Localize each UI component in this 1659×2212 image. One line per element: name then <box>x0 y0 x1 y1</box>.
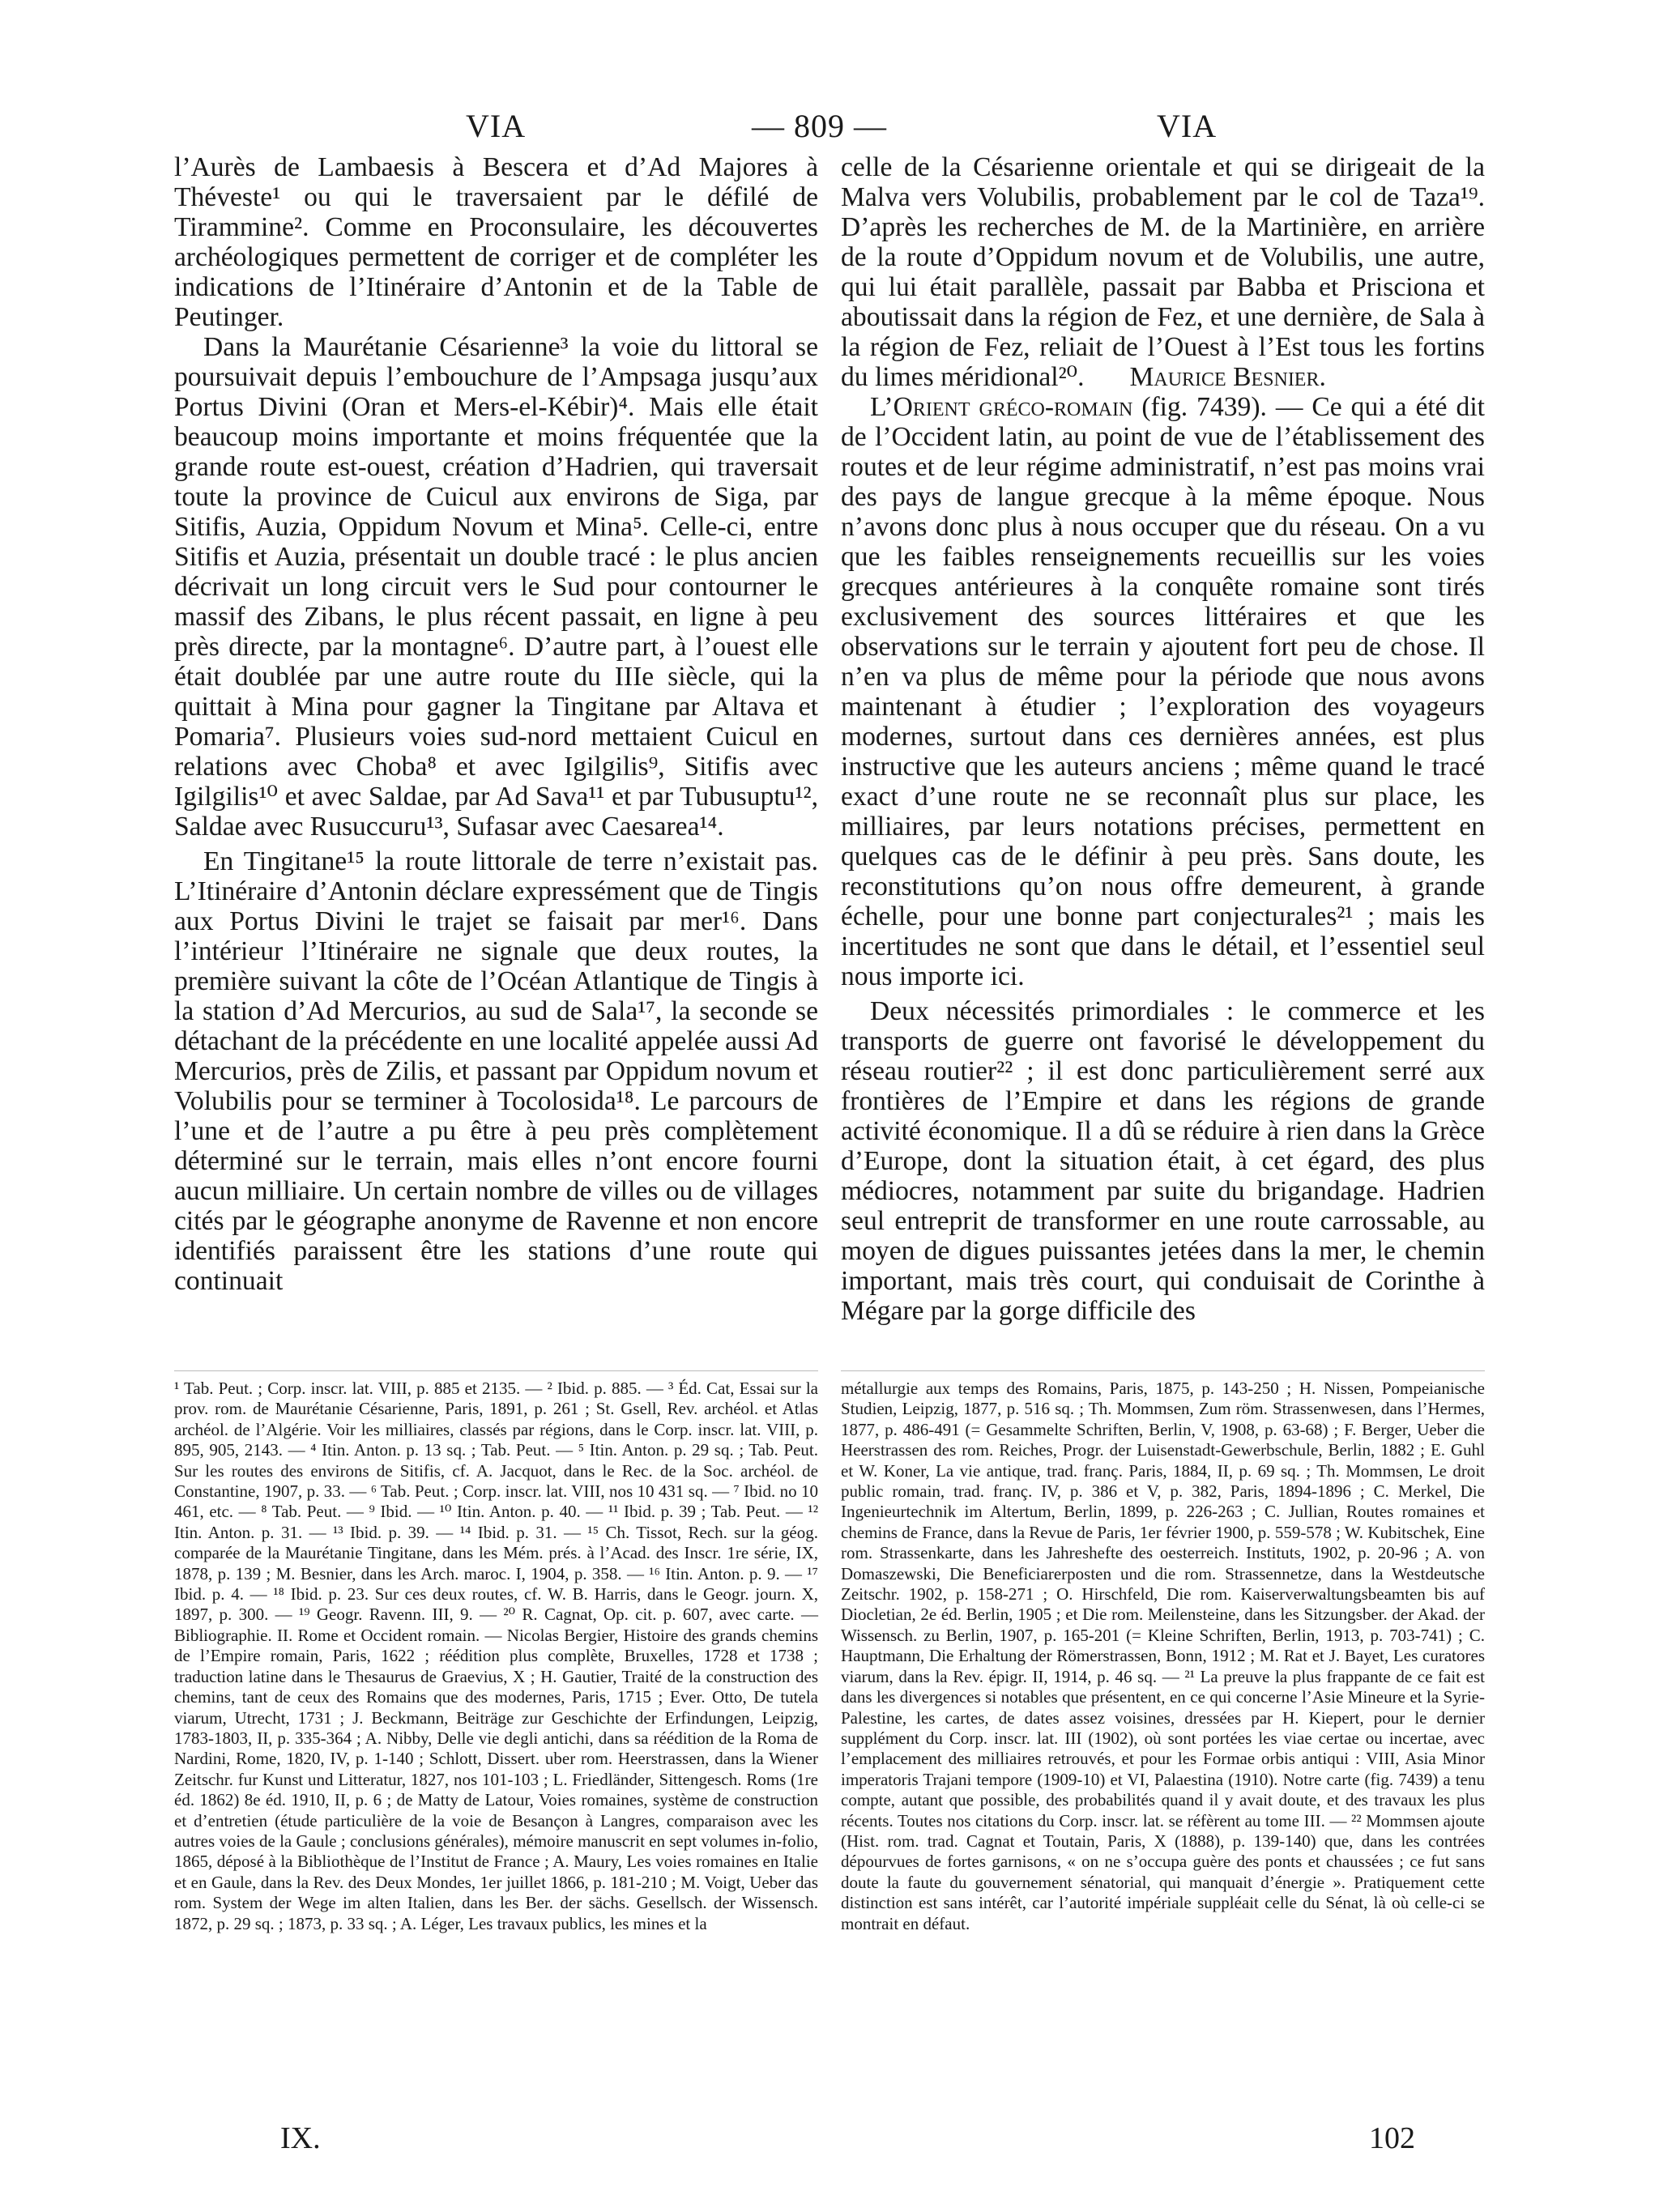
left-paragraph-3: En Tingitane¹⁵ la route littorale de terre n’existait pas. L’Itinéraire d’Antonin déclare expressément que de Tingis aux Portus Divini le trajet se faisait par mer¹⁶. Dans l’intérieur l’Itinéraire ne signale que deux routes, la première suivant la côte de l’Océan Atlantique de Tingis à la station d’Ad Mercurios, au sud de Sala¹⁷, la seconde se détachant de la précédente en une localité appelée aussi Ad Mercurios, près de Zilis, et passant par Oppidum novum et Volubilis pour se terminer à Tocolosida¹⁸. Le parcours de l’une et de l’autre a pu être à peu près complètement déterminé sur le terrain, mais elles n’ont encore fourni aucun milliaire. Un certain nombre de villes ou de villages cités par le géographe anonyme de Ravenne et non encore identifiés paraissent être les stations d’une route qui continuait <box>174 846 818 1296</box>
footnote-rule-left <box>174 1370 818 1371</box>
left-column-text <box>174 152 818 1296</box>
right-paragraph-1 <box>841 152 1485 392</box>
running-head-right: VIA <box>1157 108 1218 144</box>
right-footnotes-text: métallurgie aux temps des Romains, Paris, 1875, p. 143-250 ; H. Nissen, Pompeianische Studien, Leipzig, 1877, p. 516 sq. ; Th. Mommsen, Zum röm. Strassenwesen, dans l’Hermes, 1877, p. 486-491 (= Gesammelte Schriften, Berlin, V, 1908, p. 63-68) ; F. Berger, Ueber die Heerstrassen des rom. Reiches, Progr. der Luisenstadt-Gewerbschule, Berlin, 1882 ; E. Guhl et W. Koner, La vie antique, trad. franç. Paris, 1884, II, p. 69 sq. ; Th. Mommsen, Le droit public romain, trad. franç. IV, p. 386 et V, p. 382, Paris, 1894-1896 ; C. Merkel, Die Ingenieurtechnik im Altertum, Berlin, 1899, p. 226-263 ; C. Jullian, Routes romaines et chemins de France, dans la Revue de Paris, 1er février 1900, p. 559-578 ; W. Kubitschek, Eine rom. Strassenkarte, dans les Jahreshefte des oesterreich. Instituts, 1902, p. 20-96 ; A. von Domaszewski, Die Beneficiarerposten und die rom. Strassennetze, dans la Westdeutsche Zeitschr. 1902, p. 158-271 ; O. Hirschfeld, Die rom. Kaiserverwaltungsbeamten bis auf Diocletian, 2e éd. Berlin, 1905 ; et Die rom. Meilensteine, dans les Sitzungsber. der Akad. der Wissensch. zu Berlin, 1907, p. 165-201 (= Kleine Schriften, Berlin, 1913, p. 703-741) ; C. Hauptmann, Die Erhaltung der Römerstrassen, Bonn, 1912 ; M. Rat et J. Bayet, Les curatores viarum, dans la Rev. épigr. II, 1914, p. 46 sq. — ²¹ La preuve la plus frappante de ce fait est dans les divergences si notables que présentent, en ce qui concerne l’Asie Mineure et la Syrie-Palestine, les cartes, de dates assez voisines, dressées par H. Kiepert, pour le dernier supplément du Corp. inscr. lat. III (1902), où sont portées les viae certae ou incertae, avec l’emplacement des milliaires retrouvés, et pour les Formae orbis antiqui : VIII, Asia Minor imperatoris Trajani tempore (1909-10) et VI, Palaestina (1910). Notre carte (fig. 7439) a tenu compte, autant que possible, des probabilités quand il y avait doute, et des travaux les plus récents. Toutes nos citations du Corp. inscr. lat. se réfèrent au tome III. — ²² Mommsen ajoute (Hist. rom. trad. Cagnat et Toutain, Paris, X (1888), p. 139-140) que, dans les contrées dépourvues de fortes garnisons, « on ne s’occupa guère des ponts et chaussées ; ce fut sans doute la faute du gouvernement sénatorial, qui manquait d’énergie ». Pratiquement cette distinction est sans intérêt, car l’autorité impériale suppléait celle du Sénat, là où celle-ci se montrait en défaut. <box>841 1379 1485 1933</box>
footnote-rule-right <box>841 1370 1485 1371</box>
right-paragraph-2 <box>841 392 1485 991</box>
running-head-left: VIA <box>466 108 527 144</box>
left-footnotes <box>174 1379 818 1934</box>
right-column-text <box>841 152 1485 1326</box>
author-signature: Maurice Besnier. <box>1129 362 1326 392</box>
page-number: — 809 — <box>752 108 887 144</box>
right-paragraph-3: Deux nécessités primordiales : le commerce et les transports de guerre ont favorisé le développement du réseau routier²² ; il est donc particulièrement serré aux frontières de l’Empire et dans les régions de grande activité économique. Il a dû se réduire à rien dans la Grèce d’Europe, dont la situation était, à cet égard, des plus médiocres, notamment par suite du brigandage. Hadrien seul entreprit de transformer en une route carrossable, au moyen de digues puissantes jetées dans la mer, le chemin important, mais très court, qui conduisait de Corinthe à Mégare par la gorge difficile des <box>841 996 1485 1326</box>
section-heading: L’Orient gréco-romain <box>870 392 1133 422</box>
left-footnotes-text: ¹ Tab. Peut. ; Corp. inscr. lat. VIII, p. 885 et 2135. — ² Ibid. p. 885. — ³ Éd. Cat, Essai sur la prov. rom. de Maurétanie Césarienne, Paris, 1891, p. 261 ; St. Gsell, Rev. archéol. et Atlas archéol. de l’Algérie. Voir les milliaires, classés par régions, dans le Corp. inscr. lat. VIII, p. 895, 905, 2143. — ⁴ Itin. Anton. p. 13 sq. ; Tab. Peut. — ⁵ Itin. Anton. p. 29 sq. ; Tab. Peut. Sur les routes des environs de Sitifis, cf. A. Jacquot, dans le Rec. de la Soc. archéol. de Constantine, 1907, p. 33. — ⁶ Tab. Peut. ; Corp. inscr. lat. VIII, nos 10 431 sq. — ⁷ Ibid. no 10 461, etc. — ⁸ Tab. Peut. — ⁹ Ibid. — ¹⁰ Itin. Anton. p. 40. — ¹¹ Ibid. p. 39 ; Tab. Peut. — ¹² Itin. Anton. p. 31. — ¹³ Ibid. p. 39. — ¹⁴ Ibid. p. 31. — ¹⁵ Ch. Tissot, Rech. sur la géog. comparée de la Maurétanie Tingitane, dans les Mém. prés. à l’Acad. des Inscr. 1re série, IX, 1878, p. 139 ; M. Besnier, dans les Arch. maroc. I, 1904, p. 358. — ¹⁶ Itin. Anton. p. 9. — ¹⁷ Ibid. p. 4. — ¹⁸ Ibid. p. 23. Sur ces deux routes, cf. W. B. Harris, dans le Geogr. journ. X, 1897, p. 300. — ¹⁹ Geogr. Ravenn. III, 9. — ²⁰ R. Cagnat, Op. cit. p. 607, avec carte. — Bibliographie. II. Rome et Occident romain. — Nicolas Bergier, Histoire des grands chemins de l’Empire romain, Paris, 1622 ; réédition plus complète, Bruxelles, 1728 et 1738 ; traduction latine dans le Thesaurus de Graevius, X ; H. Gautier, Traité de la construction des chemins, tant de ceux des Romains que des modernes, Paris, 1715 ; Ever. Otto, De tutela viarum, Utrecht, 1731 ; J. Beckmann, Beiträge zur Geschichte der Erfindungen, Leipzig, 1783-1803, II, p. 335-364 ; A. Nibby, Delle vie degli antichi, dans sa réédition de la Roma de Nardini, Rome, 1820, IV, p. 1-140 ; Schlott, Dissert. uber rom. Heerstrassen, dans la Wiener Zeitschr. fur Kunst und Litteratur, 1827, nos 101-103 ; L. Friedländer, Sittengesch. Roms (1re éd. 1862) 8e éd. 1910, II, p. 6 ; de Matty de Latour, Voies romaines, système de construction et d’entretien (étude particulière de la voie de Besançon à Langres, comparaison avec les autres voies de la Gaule ; conclusions générales), mémoire manuscrit en sept volumes in-folio, 1865, déposé à la Bibliothèque de l’Institut de France ; A. Maury, Les voies romaines en Italie et en Gaule, dans la Rev. des Deux Mondes, 1er juillet 1866, p. 181-210 ; M. Voigt, Ueber das rom. System der Wege im alten Italien, dans les Ber. der sächs. Gesellsch. der Wissensch. 1872, p. 29 sq. ; 1873, p. 33 sq. ; A. Léger, Les travaux publics, les mines et la <box>174 1379 818 1933</box>
right-paragraph-1-text: celle de la Césarienne orientale et qui se dirigeait de la Malva vers Volubilis, probablement par le col de Taza¹⁹. D’après les recherches de M. de la Martinière, en arrière de la route d’Oppidum novum et de Volubilis, une autre, qui lui était parallèle, passait par Babba et Prisciona et aboutissait dans la région de Fez, et une dernière, de Sala à la région de Fez, reliait de l’Ouest à l’Est tous les fortins du limes méridional²⁰. <box>841 152 1485 392</box>
signature-number: 102 <box>1369 2121 1415 2155</box>
volume-number: IX. <box>280 2121 321 2155</box>
right-paragraph-2-text: (fig. 7439). — Ce qui a été dit de l’Occident latin, au point de vue de l’établissement des routes et de leur régime administratif, n’est pas moins vrai des pays de langue grecque à la même époque. Nous n’avons donc plus à nous occuper que du réseau. On a vu que les faibles renseignements recueillis sur les voies grecques antérieures à la conquête romaine sont tirés exclusivement des sources littéraires et que les observations sur le terrain y ajoutent fort peu de chose. Il n’en va plus de même pour la période que nous avons maintenant à étudier ; l’exploration des voyageurs modernes, surtout dans ces dernières années, est plus instructive que les auteurs anciens ; même quand le tracé exact d’une route ne se reconnaît plus sur place, les milliaires, par leurs notations précises, permettent en quelques cas de le définir à peu près. Sans doute, les reconstitutions qu’on nous offre demeurent, à grande échelle, pour une bonne part conjecturales²¹ ; mais les incertitudes ne sont que dans le détail, et l’essentiel seul nous importe ici. <box>841 392 1485 991</box>
left-paragraph-1: l’Aurès de Lambaesis à Bescera et d’Ad Majores à Théveste¹ ou qui le traversaient par le défilé de Tirammine². Comme en Proconsulaire, les découvertes archéologiques permettent de corriger et de compléter les indications de l’Itinéraire d’Antonin et de la Table de Peutinger. <box>174 152 818 332</box>
left-paragraph-2: Dans la Maurétanie Césarienne³ la voie du littoral se poursuivait depuis l’embouchure de l’Ampsaga jusqu’aux Portus Divini (Oran et Mers-el-Kébir)⁴. Mais elle était beaucoup moins importante et moins fréquentée que la grande route est-ouest, création d’Hadrien, qui traversait toute la province de Cuicul aux environs de Siga, par Sitifis, Auzia, Oppidum Novum et Mina⁵. Celle-ci, entre Sitifis et Auzia, présentait un double tracé : le plus ancien décrivait un long circuit vers le Sud pour contourner le massif des Zibans, le plus récent passait, en ligne à peu près directe, par la montagne⁶. D’autre part, à l’ouest elle était doublée par une autre route du IIIe siècle, qui la quittait à Mina pour gagner la Tingitane par Altava et Pomaria⁷. Plusieurs voies sud-nord mettaient Cuicul en relations avec Choba⁸ et avec Igilgilis⁹, Sitifis avec Igilgilis¹⁰ et avec Saldae, par Ad Sava¹¹ et par Tubusuptu¹², Saldae avec Rusuccuru¹³, Sufasar avec Caesarea¹⁴. <box>174 332 818 842</box>
right-footnotes <box>841 1379 1485 1934</box>
